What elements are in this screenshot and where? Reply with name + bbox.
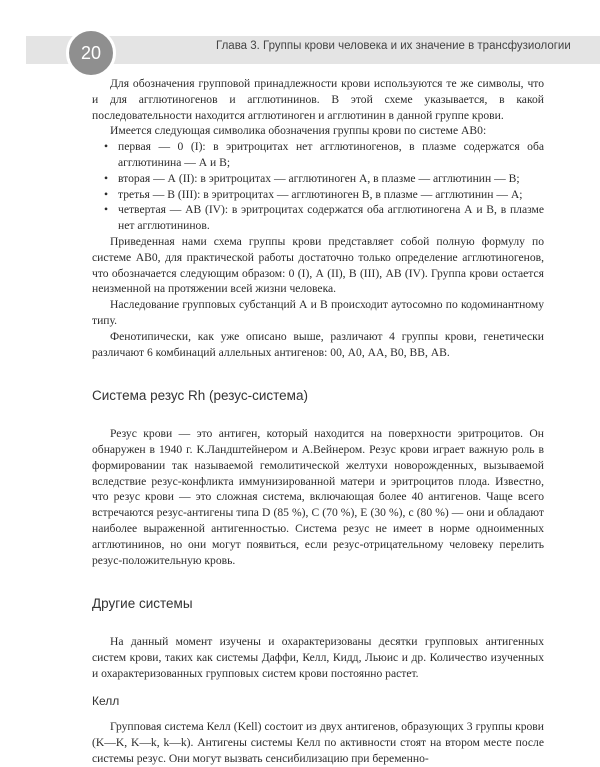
list-item-text: четвертая — АВ (IV): в эритроцитах содержатся оба агглютиногена А и В, в плазме нет агглютининов. (118, 203, 544, 233)
page-number: 20 (66, 28, 116, 78)
bullet-icon: • (104, 203, 109, 217)
list-item (92, 171, 544, 187)
paragraph-phenotype: Фенотипически, как уже описано выше, различают 4 группы крови, генетически различают 6 комбинаций аллельных антигенов: 00, А0, АА, В0, ВВ, АВ. (92, 329, 544, 359)
running-title: Глава 3. Группы крови человека и их значение в трансфузиологии (216, 40, 571, 52)
paragraph-formula: Приведенная нами схема группы крови представляет собой полную формулу по системе АВ0, для практической работы достаточно только определение агглютиногенов, что обозначается следующим образом: 0 (I), А (II), В (III), АВ (IV). Группа крови остается неизменной на протяжении всей жизни человека. (92, 234, 544, 296)
paragraph-kell: Групповая система Келл (Kell) состоит из двух антигенов, образующих 3 группы крови (K—K, K—k, k—k). Антигены системы Келл по активности стоят на втором месте после системы резус. Они могут вызвать сенсибилизацию при беременно- (92, 720, 544, 765)
paragraph-inheritance: Наследование групповых субстанций А и В происходит аутосомно по кодоминантному типу. (92, 298, 544, 327)
page-body (92, 76, 544, 767)
paragraph-other-systems: На данный момент изучены и охарактеризованы десятки групповых антигенных систем крови, таких как системы Даффи, Келл, Кидд, Льюис и др. Количество изученных и охарактеризованных групповых систем крови постоянно растет. (92, 635, 544, 680)
intro-paragraph-1: Для обозначения групповой принадлежности крови используются те же символы, что и для агглютиногенов и агглютининов. В этой схеме указывается, в какой последовательности находится агглютиноген и агглютинин в данной группе крови. (92, 77, 544, 122)
list-item-text: вторая — А (II): в эритроцитах — агглютиноген А, в плазме — агглютинин — В; (118, 171, 520, 185)
bullet-icon: • (104, 140, 109, 154)
section-heading-other: Другие системы (92, 596, 193, 612)
list-item (92, 202, 544, 234)
blood-group-list (92, 139, 544, 234)
bullet-icon: • (104, 187, 109, 201)
paragraph-rh: Резус крови — это антиген, который находится на поверхности эритроцитов. Он обнаружен в 1940 г. К.Ландштейнером и А.Вейнером. Резус крови играет важную роль в формировании так называемой гемолитической желтухи новорожденных, вызываемой вследствие резус-конфликта иммунизированной матери и эритроцитов плода. Известно, что резус крови — это сложная система, включающая более 40 антигенов. Чаще всего встречаются резус-антигены типа D (85 %), C (70 %), E (30 %), c (80 %) — они и обладают наиболее выраженной антигенностью. Система резус не имеет в норме одноименных агглютининов, но они могут появиться, если резус-отрицательному человеку перелить резус-положительную кровь. (92, 427, 544, 567)
list-item-text: первая — 0 (I): в эритроцитах нет агглютиногенов, в плазме содержатся оба агглютинина — А и В; (118, 140, 544, 169)
subheading-kell: Келл (92, 693, 120, 708)
list-item-text: третья — В (III): в эритроцитах — агглютиноген В, в плазме — агглютинин — А; (118, 187, 523, 201)
list-item (92, 139, 544, 171)
list-item (92, 187, 544, 203)
bullet-icon: • (104, 171, 109, 185)
section-heading-rh: Система резус Rh (резус-система) (92, 388, 308, 404)
intro-paragraph-2: Имеется следующая символика обозначения группы крови по системе АВ0: (110, 124, 487, 138)
